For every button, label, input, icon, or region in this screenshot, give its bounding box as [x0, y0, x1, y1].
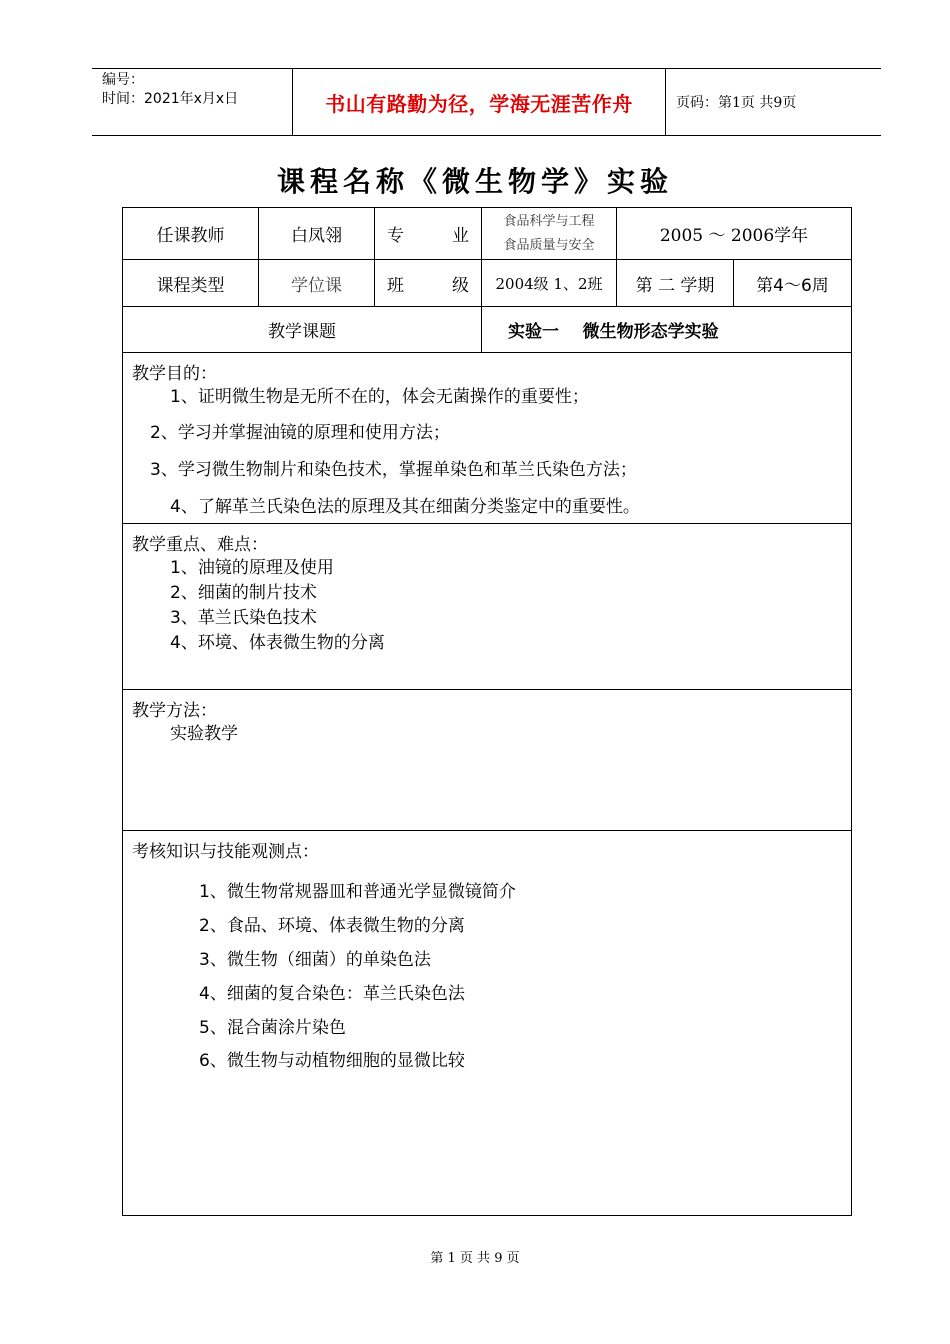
major-line: 食品科学与工程 — [503, 213, 595, 229]
method-item: 实验教学 — [170, 724, 238, 744]
weeks-cell: 第4～6周 — [734, 260, 852, 307]
class-label: 班 级 — [387, 275, 469, 296]
teacher-label-cell: 任课教师 — [123, 208, 259, 260]
teacher-cell: 白凤翎 — [259, 208, 375, 260]
table-row — [123, 831, 852, 1216]
assessment-item: 5、混合菌涂片染色 — [199, 1018, 346, 1038]
methods-heading: 教学方法： — [132, 701, 217, 721]
course-type-label-cell: 课程类型 — [123, 260, 259, 307]
key-points-section — [123, 524, 852, 690]
table-row — [123, 353, 852, 524]
topic-cell: 实验一 微生物形态学实验 — [482, 307, 852, 353]
course-type-cell: 学位课 — [259, 260, 375, 307]
time-label: 时间：2021年x月x日 — [102, 91, 239, 107]
semester-cell: 第 二 学期 — [617, 260, 734, 307]
assessment-item: 3、微生物（细菌）的单染色法 — [199, 950, 431, 970]
document-header — [92, 68, 881, 136]
key-point-item: 3、革兰氏染色技术 — [170, 608, 317, 628]
code-label: 编号： — [102, 72, 144, 88]
assessment-section — [123, 831, 852, 1216]
topic-label-cell: 教学课题 — [123, 307, 482, 353]
objective-item: 3、学习微生物制片和染色技术，掌握单染色和革兰氏染色方法； — [150, 460, 637, 480]
key-point-item: 1、油镜的原理及使用 — [170, 558, 334, 578]
key-points-heading: 教学重点、难点： — [132, 535, 268, 555]
objective-item: 1、证明微生物是无所不在的，体会无菌操作的重要性； — [170, 387, 589, 407]
class-cell: 2004级 1、2班 — [482, 260, 617, 307]
assessment-item: 4、细菌的复合染色：革兰氏染色法 — [199, 984, 465, 1004]
key-point-item: 2、细菌的制片技术 — [170, 583, 317, 603]
table-row — [123, 260, 852, 307]
major-line: 食品质量与安全 — [503, 237, 595, 253]
major-label-cell — [375, 208, 482, 260]
header-motto: 书山有路勤为径，学海无涯苦作舟 — [325, 91, 633, 116]
assessment-item: 2、食品、环境、体表微生物的分离 — [199, 916, 465, 936]
header-meta — [102, 71, 238, 109]
assessment-heading: 考核知识与技能观测点： — [132, 842, 319, 862]
course-table — [122, 207, 852, 1216]
page-footer: 第 1 页 共 9 页 — [430, 1251, 520, 1266]
table-row — [123, 524, 852, 690]
school-year-cell: 2005 ～ 2006学年 — [617, 208, 852, 260]
objectives-section — [123, 353, 852, 524]
header-divider — [665, 68, 666, 136]
objectives-heading: 教学目的： — [132, 364, 217, 384]
objective-item: 4、了解革兰氏染色法的原理及其在细菌分类鉴定中的重要性。 — [170, 497, 640, 517]
header-page-info: 页码：第1页 共9页 — [676, 95, 797, 111]
table-row — [123, 690, 852, 831]
assessment-item: 6、微生物与动植物细胞的显微比较 — [199, 1051, 465, 1071]
table-row — [123, 307, 852, 353]
page-title: 课程名称《微生物学》实验 — [276, 165, 673, 198]
methods-section — [123, 690, 852, 831]
table-row — [123, 208, 852, 260]
class-label-cell — [375, 260, 482, 307]
key-point-item: 4、环境、体表微生物的分离 — [170, 633, 385, 653]
major-cell — [482, 208, 617, 260]
major-label: 专 业 — [387, 226, 469, 246]
assessment-item: 1、微生物常规器皿和普通光学显微镜简介 — [199, 882, 516, 902]
objective-item: 2、学习并掌握油镜的原理和使用方法； — [150, 423, 450, 443]
